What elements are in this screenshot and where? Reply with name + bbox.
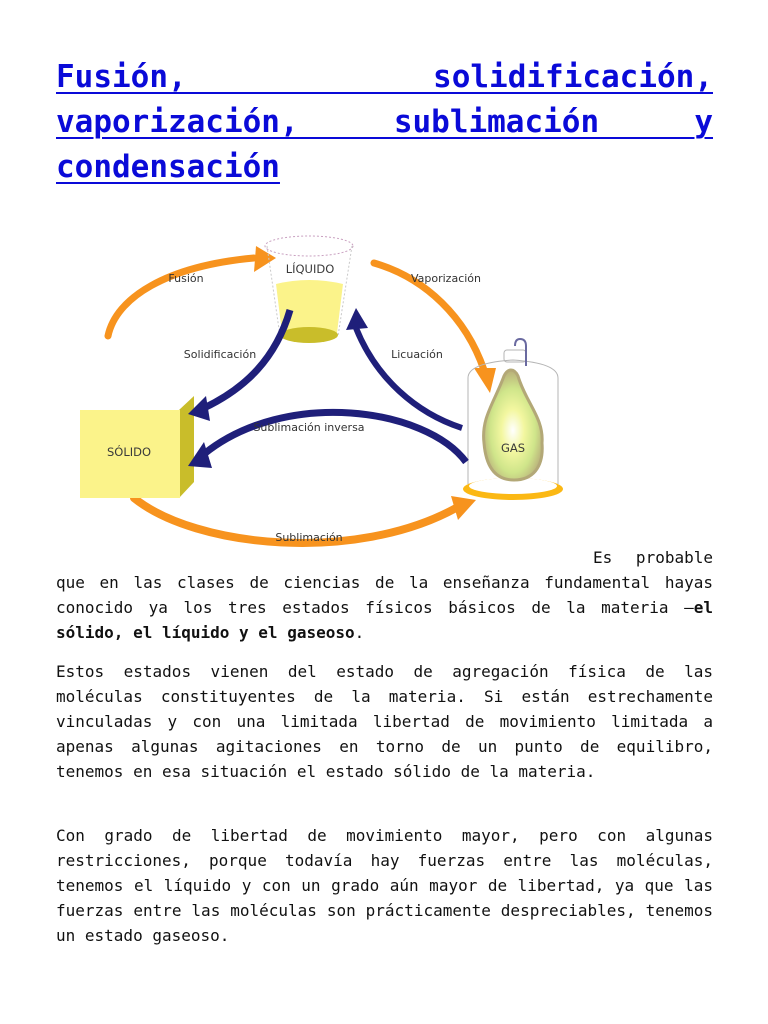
label-solidification: Solidificación [183,348,257,361]
paragraph-intro-end: . [354,623,365,642]
liquefaction-arrow [346,308,462,428]
label-sublimation: Sublimación [275,531,343,544]
title-link[interactable]: Fusión, solidificación, vaporización, sublimación y condensación [56,59,713,185]
label-reverse-sublimation: Sublimación inversa [253,421,365,434]
solid-cube [80,396,194,498]
paragraph-liquid-gas-states: Con grado de libertad de movimiento mayor, pero con algunas restricciones, porque todavía hay fuerzas entre las moléculas, tenemos el líquido y con un grado aún mayor de libertad, ya que las fuerzas entre las moléculas son prácticamente despreciables, tenemos un estado gaseoso. [56,826,713,945]
fusion-arrow [108,246,276,336]
label-fusion: Fusión [168,272,204,285]
states-of-matter-diagram [56,218,601,554]
state-label-liquid: LÍQUIDO [285,262,335,276]
paragraph-intro [56,545,713,645]
label-liquefaction: Licuación [391,348,443,361]
paragraph-intro-lead: Es probable que en las clases de ciencias de la enseñanza fundamental hayas conocido ya los tres estados físicos básicos de la materia – [56,548,713,617]
solidification-arrow [188,310,290,421]
page-title [56,55,713,190]
paragraph-solid-state: Estos estados vienen del estado de agregación física de las moléculas constituyentes de la materia. Si están estrechamente vinculadas y con una limitada libertad de movimiento limitada a apenas algunas agitaciones en torno de un punto de equilibro, tenemos en esa situación el estado sólido de la materia. [56,662,713,781]
label-vaporization: Vaporización [410,272,482,285]
liquid-container [265,236,353,343]
state-label-gas: GAS [500,441,526,455]
state-label-solid: SÓLIDO [106,445,152,459]
paragraph-intro-bold: el sólido, el líquido y el gaseoso [56,598,713,642]
